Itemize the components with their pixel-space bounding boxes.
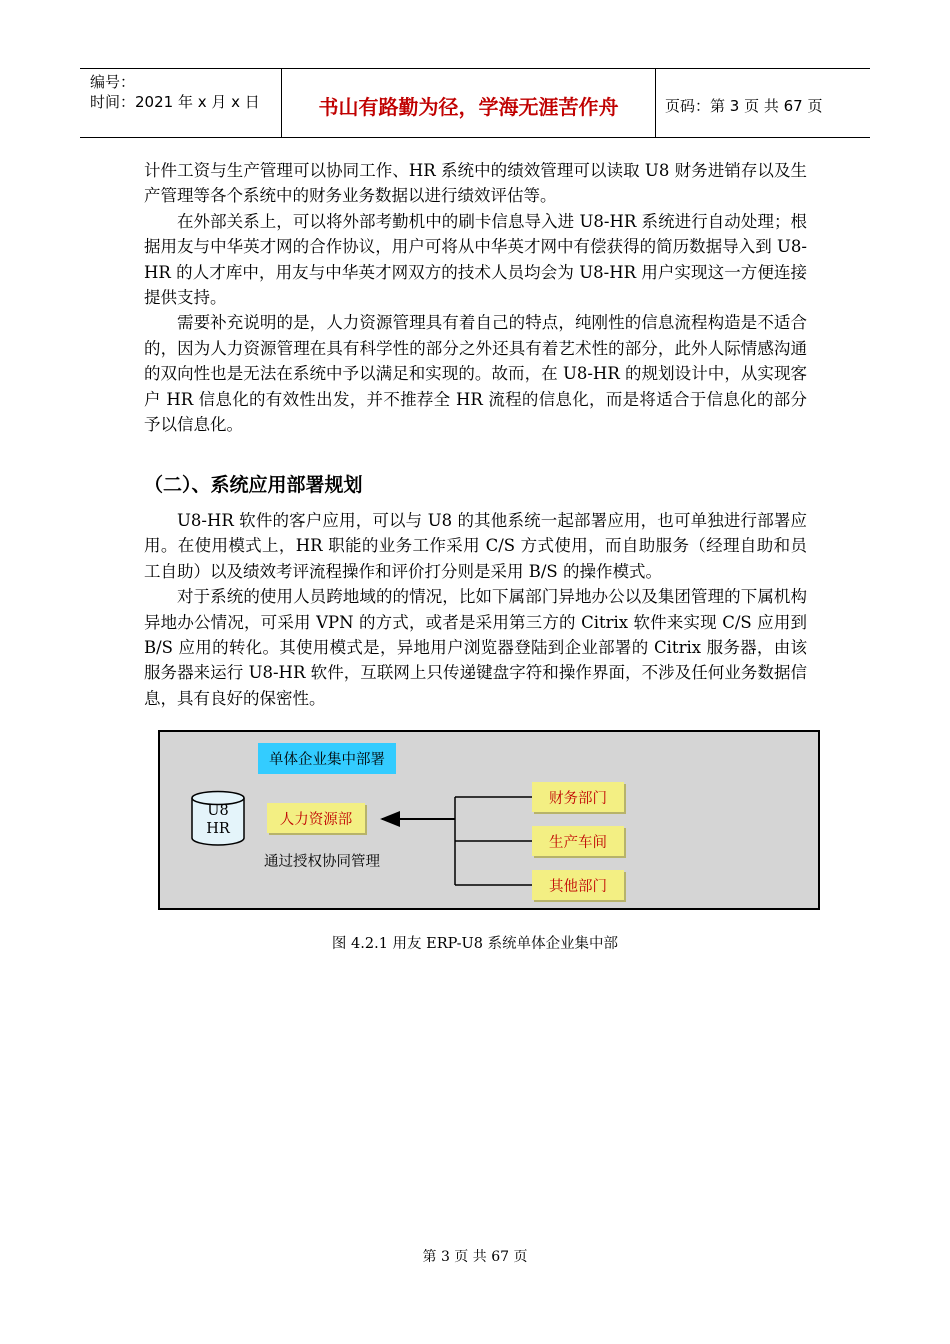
date-line: 时间：2021 年 x 月 x 日: [90, 93, 260, 111]
page-footer: 第 3 页 共 67 页: [422, 1249, 528, 1265]
paragraph: 计件工资与生产管理可以协同工作、HR 系统中的绩效管理可以读取 U8 财务进销存以及生产管理等各个系统中的财务业务数据以进行绩效评估等。: [144, 161, 807, 206]
header-center-cell: [281, 69, 656, 137]
deployment-diagram: [158, 730, 820, 910]
database-label: [190, 802, 246, 838]
authorization-note: 通过授权协同管理: [264, 854, 380, 870]
page-header: [80, 68, 870, 138]
paragraph: 在外部关系上，可以将外部考勤机中的刷卡信息导入进 U8-HR 系统进行自动处理；根据用友与中华英才网的合作协议，用户可将从中华英才网中有偿获得的简历数据导入到 U8-HR 的人才库中，用友与中华英才网双方的技术人员均会为 U8-HR 用户实现这一方便连接提供支持。: [144, 211, 807, 308]
number-label: 编号：: [90, 73, 136, 91]
body-text-block-2: [144, 508, 807, 711]
motto: 书山有路勤为径，学海无涯苦作舟: [318, 95, 619, 119]
paragraph: 需要补充说明的是，人力资源管理具有着自己的特点，纯刚性的信息流程构造是不适合的，因为人力资源管理在具有科学性的部分之外还具有着艺术性的部分，此外人际情感沟通的双向性也是无法在系统中予以满足和实现的。故而，在 U8-HR 的规划设计中，从实现客户 HR 信息化的有效性出发，并不推荐全 HR 流程的信息化，而是将适合于信息化的部分予以信息化。: [144, 313, 807, 435]
hr-department-box: 人力资源部: [267, 803, 365, 833]
deployment-title: 单体企业集中部署: [258, 743, 396, 774]
page-info: 页码：第 3 页 共 67 页: [665, 97, 823, 115]
figure-caption: 图 4.2.1 用友 ERP-U8 系统单体企业集中部: [331, 936, 619, 952]
header-right-cell: [655, 69, 870, 137]
dept-production-box: 生产车间: [532, 826, 624, 856]
body-text-block-1: [144, 158, 807, 437]
paragraph: U8-HR 软件的客户应用，可以与 U8 的其他系统一起部署应用，也可单独进行部署应用。在使用模式上，HR 职能的业务工作采用 C/S 方式使用，而自助服务（经理自助和员工自助）以及绩效考评流程操作和评价打分则是采用 B/S 的操作模式。: [144, 511, 807, 581]
dept-other-box: 其他部门: [532, 870, 624, 900]
paragraph: 对于系统的使用人员跨地域的的情况，比如下属部门异地办公以及集团管理的下属机构异地办公情况，可采用 VPN 的方式，或者是采用第三方的 Citrix 软件来实现 C/S 应用到 B/S 应用的转化。其使用模式是，异地用户浏览器登陆到企业部署的 Citrix 服务器，由该服务器来运行 U8-HR 软件，互联网上只传递键盘字符和操作界面，不涉及任何业务数据信息，具有良好的保密性。: [144, 587, 807, 708]
db-label-line: U8: [207, 803, 229, 819]
section-heading: （二）、系统应用部署规划: [144, 474, 363, 496]
dept-finance-box: 财务部门: [532, 782, 624, 812]
db-label-line: HR: [206, 821, 230, 837]
header-left-cell: [80, 69, 281, 137]
